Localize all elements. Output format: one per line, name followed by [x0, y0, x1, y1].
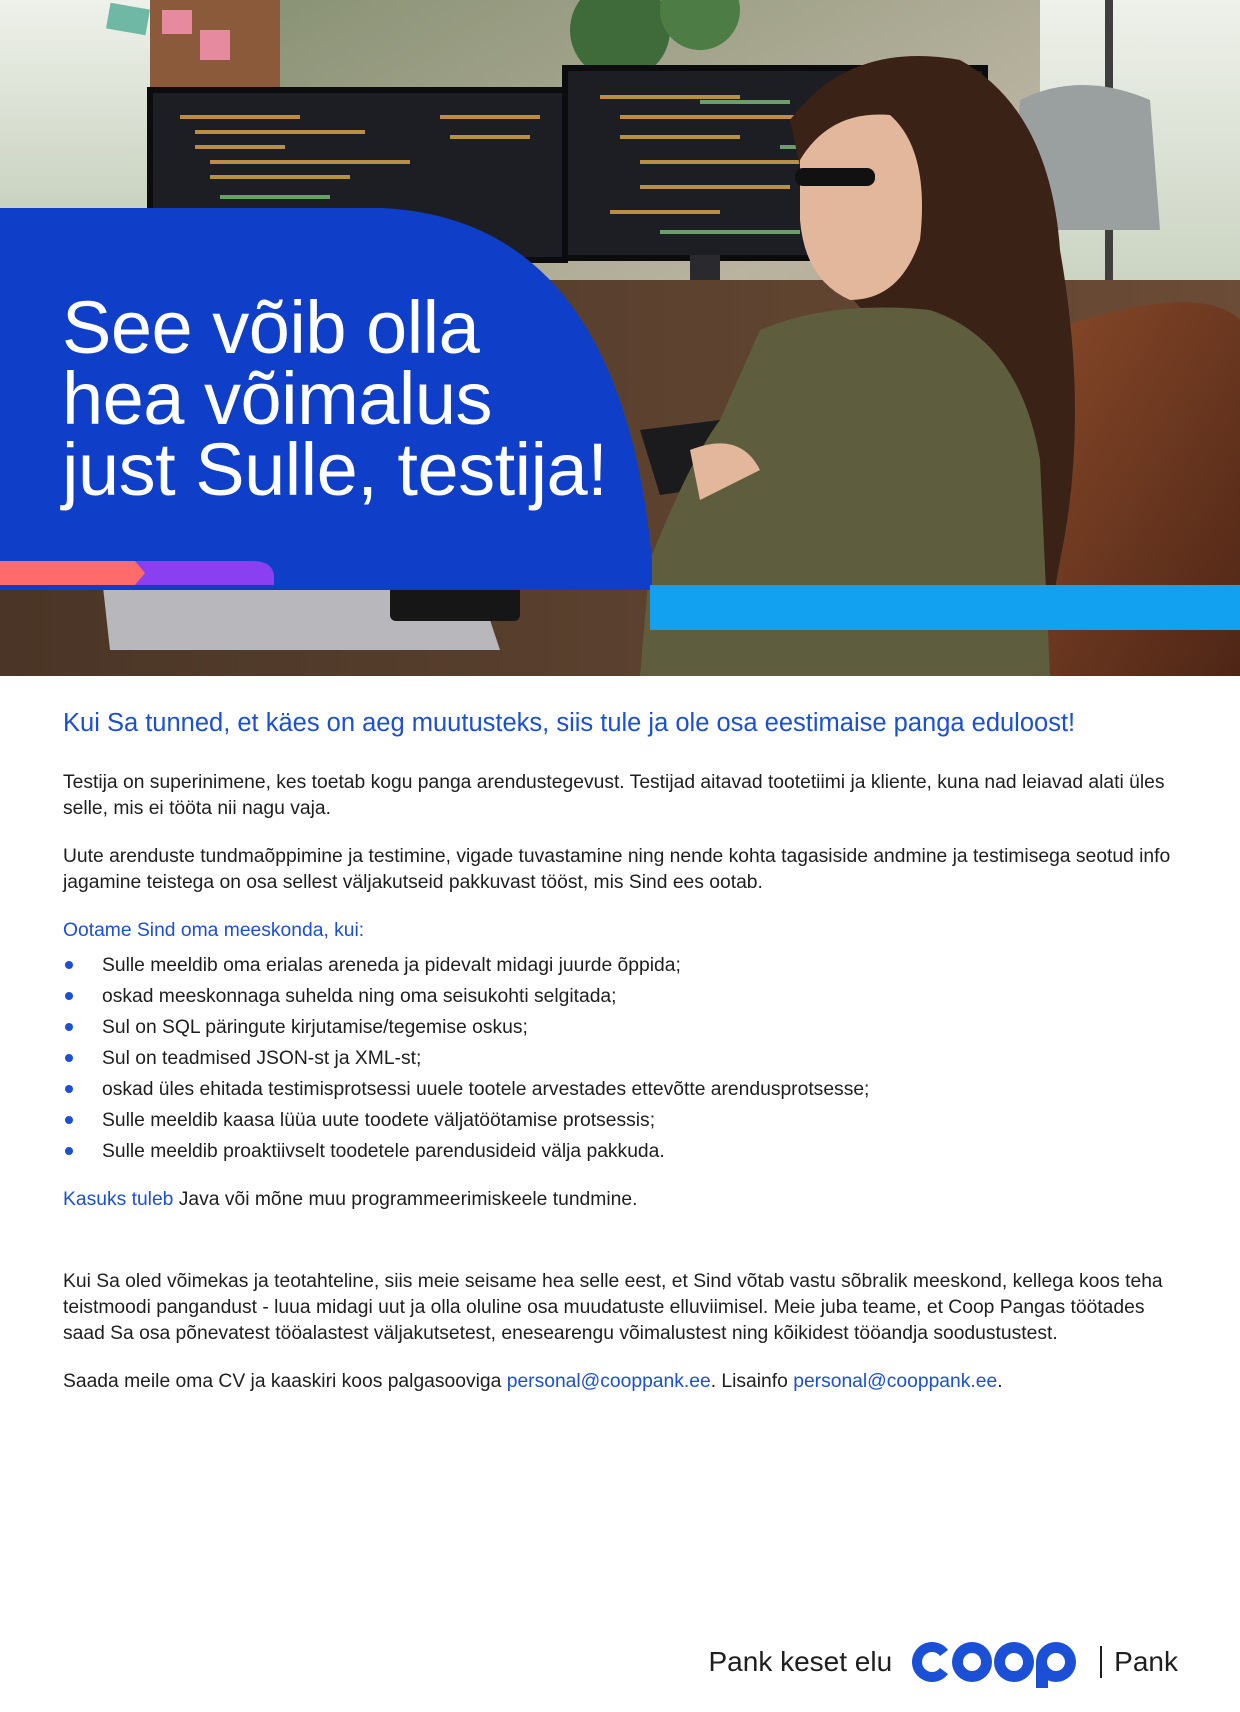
offer-paragraph: Kui Sa oled võimekas ja teotahteline, siis meie seisame hea selle eest, et Sind võtab vastu sõbralik meeskond, kellega koos teha teistmoodi pangandust - luua midagi uut ja olla oluline osa muudatuste elluviimisel. Meie juba teame, et Coop Pangas töötades saad Sa osa põnevatest tööalastest väljakutsetest, enesearengu võimalustest ning kõikidest tööandja soodustustest. [63, 1271, 1163, 1344]
requirements-heading: Ootame Sind oma meeskonda, kui: [63, 920, 365, 941]
bonus-text: Java või mõne muu programmeerimiskeele tundmine. [173, 1189, 638, 1210]
email-link[interactable]: personal@cooppank.ee [506, 1371, 711, 1392]
job-description [63, 706, 1181, 1417]
requirement-item: oskad üles ehitada testimisprotsessi uuele tootele arvestades ettevõtte arendusprotsesse; [63, 1074, 1181, 1105]
hero-title-line: just Sulle, testija! [62, 428, 608, 511]
contact-middle: . Lisainfo [710, 1371, 794, 1392]
lead-heading: Kui Sa tunned, et käes on aeg muutusteks, siis tule ja ole osa eestimaise panga eduloost! [63, 709, 1076, 737]
tasks-paragraph: Uute arenduste tundmaõppimine ja testimine, vigade tuvastamine ning nende kohta tagasiside andmine ja testimisega seotud info jagamine teistega on osa sellest väljakutseid pakkuvast tööst, mis Sind ees ootab. [63, 846, 1171, 893]
requirement-item: Sulle meeldib kaasa lüüa uute toodete väljatöötamise protsessis; [63, 1105, 1181, 1136]
contact-prefix: Saada meile oma CV ja kaaskiri koos palgasooviga [63, 1371, 507, 1392]
info-email-link[interactable]: personal@cooppank.ee [793, 1371, 998, 1392]
requirement-item: Sul on SQL päringute kirjutamise/tegemise oskus; [63, 1012, 1181, 1043]
hero-title-line: hea võimalus [62, 357, 493, 440]
hero-title-line: See võib olla [62, 286, 480, 369]
requirement-item: Sul on teadmised JSON-st ja XML-st; [63, 1043, 1181, 1074]
slogan: Pank keset elu [708, 1646, 893, 1677]
coop-logo [908, 1636, 1086, 1688]
footer-brand [709, 1636, 1179, 1688]
brand-suffix: Pank [1114, 1646, 1178, 1677]
contact-paragraph [63, 1369, 1181, 1395]
hero-banner [0, 0, 1240, 676]
requirement-item: Sulle meeldib proaktiivselt toodetele parendusideid välja pakkuda. [63, 1136, 1181, 1167]
bonus-label: Kasuks tuleb [63, 1189, 174, 1210]
contact-suffix: . [997, 1371, 1003, 1392]
requirements-list [63, 950, 1181, 1167]
requirement-item: oskad meeskonnaga suhelda ning oma seisukohti selgitada; [63, 981, 1181, 1012]
bonus-paragraph [63, 1187, 1181, 1213]
requirement-item: Sulle meeldib oma erialas areneda ja pidevalt midagi juurde õppida; [63, 950, 1181, 981]
brand-divider [1100, 1646, 1102, 1678]
intro-paragraph: Testija on superinimene, kes toetab kogu panga arendustegevust. Testijad aitavad tootetiimi ja kliente, kuna nad leiavad alati üles selle, mis ei tööta nii nagu vaja. [63, 772, 1165, 819]
hero-title [62, 286, 608, 511]
